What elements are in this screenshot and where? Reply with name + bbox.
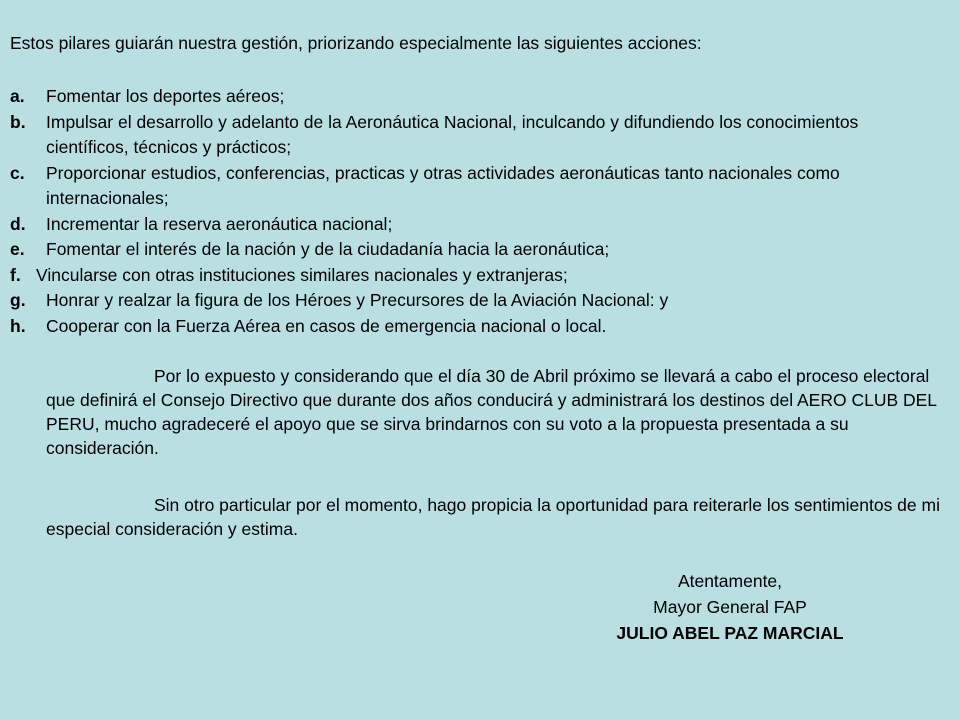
list-item — [10, 84, 940, 110]
intro-text: Estos pilares guiarán nuestra gestión, priorizando especialmente las siguientes acciones: — [10, 33, 702, 53]
list-item — [10, 212, 940, 238]
list-item-text: Honrar y realzar la figura de los Héroes y Precursores de la Aviación Nacional: y — [46, 290, 669, 310]
signer-rank: Mayor General FAP — [653, 597, 807, 617]
body-paragraph-1: Por lo expuesto y considerando que el día 30 de Abril próximo se llevará a cabo el proceso electoral que definirá el Consejo Directivo que durante dos años conducirá y administrará los destinos del AERO CLUB DEL PERU, mucho agradeceré el apoyo que se sirva brindarnos con su voto a la propuesta presentada a su consideración. — [46, 366, 937, 458]
list-item-letter: g. — [10, 290, 26, 310]
list-item — [10, 237, 940, 263]
list-item — [10, 110, 940, 161]
body-paragraph-2: Sin otro particular por el momento, hago propicia la oportunidad para reiterarle los sentimientos de mi especial consideración y estima. — [46, 495, 940, 539]
list-item-letter: e. — [10, 239, 25, 259]
list-item — [10, 263, 940, 289]
list-item-letter: h. — [10, 315, 26, 336]
list-item-letter: b. — [10, 111, 26, 132]
list-item-text: Impulsar el desarrollo y adelanto de la Aeronáutica Nacional, inculcando y difundiendo los conocimientos científicos, técnicos y prácticos; — [46, 111, 859, 157]
actions-list — [10, 84, 940, 339]
list-item-text: Fomentar el interés de la nación y de la ciudadanía hacia la aeronáutica; — [46, 239, 610, 259]
list-item — [10, 288, 940, 314]
list-item — [10, 161, 940, 212]
list-item-letter: d. — [10, 213, 26, 234]
list-item — [10, 314, 940, 340]
list-item-text: Fomentar los deportes aéreos; — [46, 86, 285, 106]
list-item-letter: c. — [10, 162, 25, 183]
list-item-letter: f. — [10, 264, 21, 285]
closing-text: Atentamente, — [677, 571, 783, 591]
list-item-text: Vincularse con otras instituciones similares nacionales y extranjeras; — [36, 264, 568, 285]
list-item-text: Incrementar la reserva aeronáutica nacional; — [46, 213, 393, 234]
list-item-text: Proporcionar estudios, conferencias, practicas y otras actividades aeronáuticas tanto nacionales como internacionales; — [46, 162, 840, 208]
signer-name: JULIO ABEL PAZ MARCIAL — [616, 623, 844, 643]
list-item-letter: a. — [10, 86, 25, 106]
list-item-text: Cooperar con la Fuerza Aérea en casos de emergencia nacional o local. — [46, 315, 607, 336]
